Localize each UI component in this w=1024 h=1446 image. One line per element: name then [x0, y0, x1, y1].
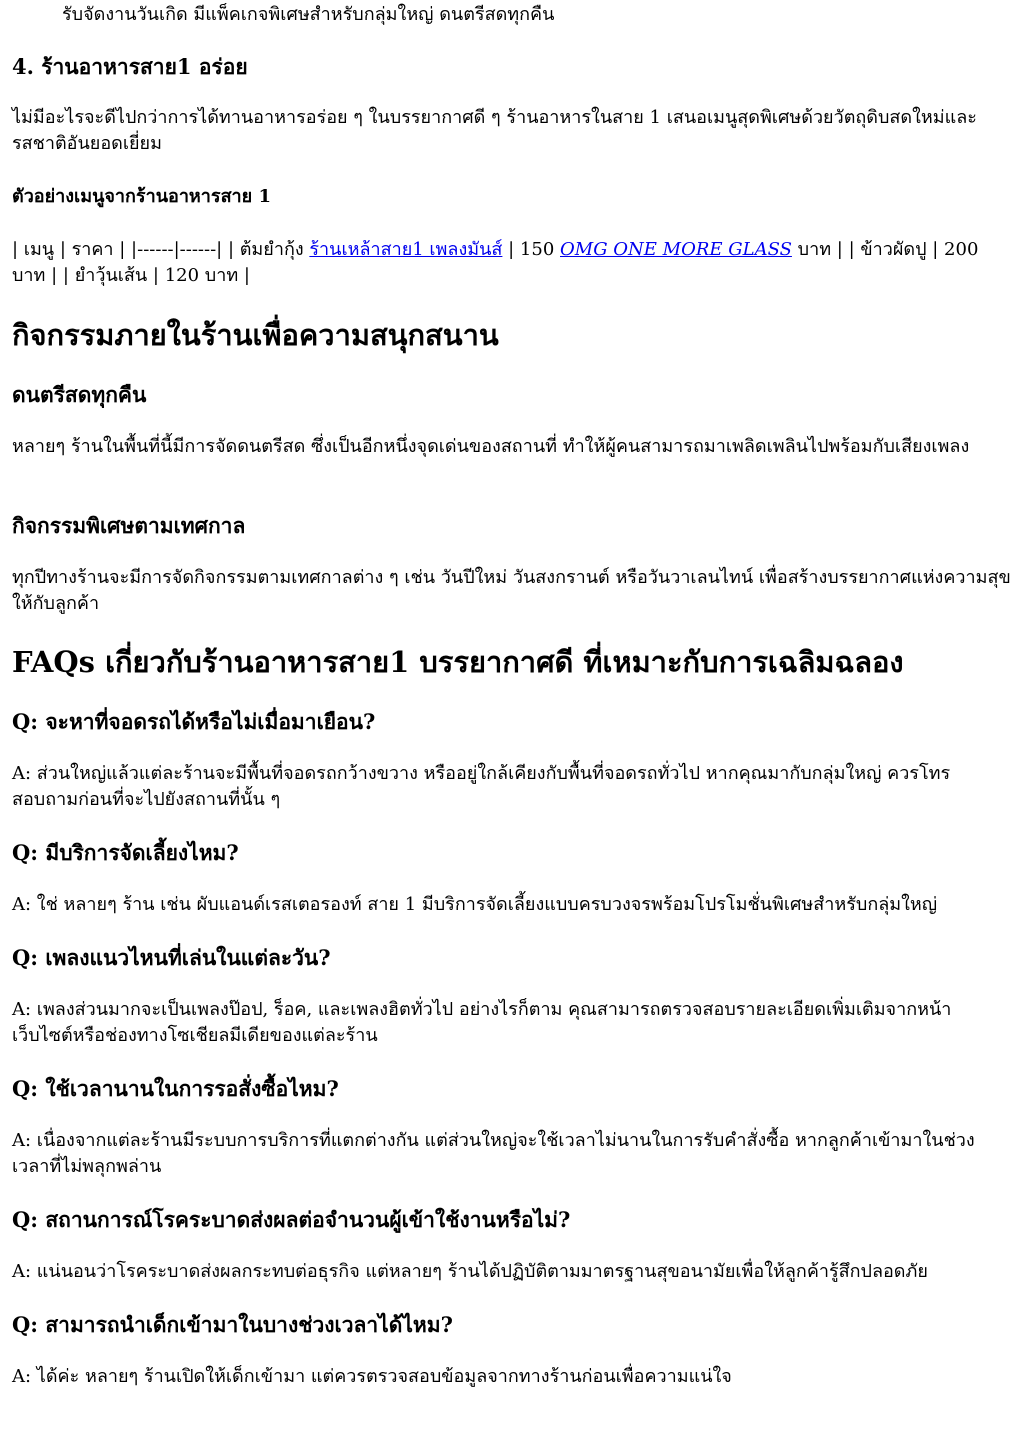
live-music-text: หลายๆ ร้านในพื้นที่นี้มีการจัดดนตรีสด ซึ่งเป็นอีกหนึ่งจุดเด่นของสถานที่ ทำให้ผู้คนสามารถมาเพลิดเพลินไปพร้อมกับเสียงเพลง [12, 436, 970, 457]
live-music-heading: ดนตรีสดทุกคืน [12, 382, 147, 407]
faq-answer: A: ได้ค่ะ หลายๆ ร้านเปิดให้เด็กเข้ามา แต่ควรตรวจสอบข้อมูลจากทางร้านก่อนเพื่อความแน่ใจ [12, 1366, 732, 1387]
faq-answer: A: เพลงส่วนมากจะเป็นเพลงป๊อป, ร็อค, และเพลงฮิตทั่วไป อย่างไรก็ตาม คุณสามารถตรวจสอบรายละเอียดเพิ่มเติมจากหน้าเว็บไซต์หรือช่องทางโซเชียลมีเดียของแต่ละร้าน [12, 999, 952, 1046]
intro-line: รับจัดงานวันเกิด มีแพ็คเกจพิเศษสำหรับกลุ่มใหญ่ ดนตรีสดทุกคืน [62, 4, 555, 25]
faq-answer: A: แน่นอนว่าโรคระบาดส่งผลกระทบต่อธุรกิจ แต่หลายๆ ร้านได้ปฏิบัติตามมาตรฐานสุขอนามัยเพื่อให้ลูกค้ารู้สึกปลอดภัย [12, 1261, 928, 1282]
faq-question: Q: จะหาที่จอดรถได้หรือไม่เมื่อมาเยือน? [12, 709, 376, 734]
faq-question: Q: ใช้เวลานานในการรอสั่งซื้อไหม? [12, 1076, 339, 1101]
menu-text-1: | เมนู | ราคา | |------|------| | ต้มยำกุ้ง [12, 239, 310, 260]
section4-paragraph: ไม่มีอะไรจะดีไปกว่าการได้ทานอาหารอร่อย ๆ ในบรรยากาศดี ๆ ร้านอาหารในสาย 1 เสนอเมนูสุดพิเศษด้วยวัตถุดิบสดใหม่และรสชาติอันยอดเยี่ยม [12, 107, 977, 154]
faqs-heading: FAQs เกี่ยวกับร้านอาหารสาย1 บรรยากาศดี ที่เหมาะกับการเฉลิมฉลอง [12, 645, 904, 679]
menu-link-bar-name[interactable]: ร้านเหล้าสาย1 เพลงมันส์ [309, 239, 503, 260]
festival-heading: กิจกรรมพิเศษตามเทศกาล [12, 513, 246, 538]
faq-answer: A: เนื่องจากแต่ละร้านมีระบบการบริการที่แตกต่างกัน แต่ส่วนใหญ่จะใช้เวลาไม่นานในการรับคำสั่งซื้อ หากลูกค้าเข้ามาในช่วงเวลาที่ไม่พลุกพล่าน [12, 1130, 975, 1177]
menu-table-text [12, 237, 1012, 289]
menu-link-omg[interactable]: OMG ONE MORE GLASS [560, 239, 792, 260]
menu-heading: ตัวอย่างเมนูจากร้านอาหารสาย 1 [12, 186, 271, 207]
faq-question: Q: สถานการณ์โรคระบาดส่งผลต่อจำนวนผู้เข้าใช้งานหรือไม่? [12, 1207, 571, 1232]
faq-question: Q: เพลงแนวไหนที่เล่นในแต่ละวัน? [12, 945, 331, 970]
faq-question: Q: มีบริการจัดเลี้ยงไหม? [12, 840, 239, 865]
menu-text-3: บาท | | ข้าวผัดปู | 200 บาท | | ยำวุ้นเส้น | 120 บาท | [12, 239, 979, 286]
menu-text-2: | 150 [502, 239, 560, 260]
section4-heading: 4. ร้านอาหารสาย1 อร่อย [12, 54, 248, 79]
faq-answer: A: ใช่ หลายๆ ร้าน เช่น ผับแอนด์เรสเตอรองท์ สาย 1 มีบริการจัดเลี้ยงแบบครบวงจรพร้อมโปรโมชั่นพิเศษสำหรับกลุ่มใหญ่ [12, 894, 938, 915]
faq-question: Q: สามารถนำเด็กเข้ามาในบางช่วงเวลาได้ไหม? [12, 1312, 453, 1337]
faq-answer: A: ส่วนใหญ่แล้วแต่ละร้านจะมีพื้นที่จอดรถกว้างขวาง หรืออยู่ใกล้เคียงกับพื้นที่จอดรถทั่วไป หากคุณมากับกลุ่มใหญ่ ควรโทรสอบถามก่อนที่จะไปยังสถานที่นั้น ๆ [12, 763, 951, 810]
festival-text: ทุกปีทางร้านจะมีการจัดกิจกรรมตามเทศกาลต่าง ๆ เช่น วันปีใหม่ วันสงกรานต์ หรือวันวาเลนไทน์ เพื่อสร้างบรรยากาศแห่งความสุขให้กับลูกค้า [12, 567, 1011, 614]
activities-heading: กิจกรรมภายในร้านเพื่อความสนุกสนาน [12, 318, 499, 352]
